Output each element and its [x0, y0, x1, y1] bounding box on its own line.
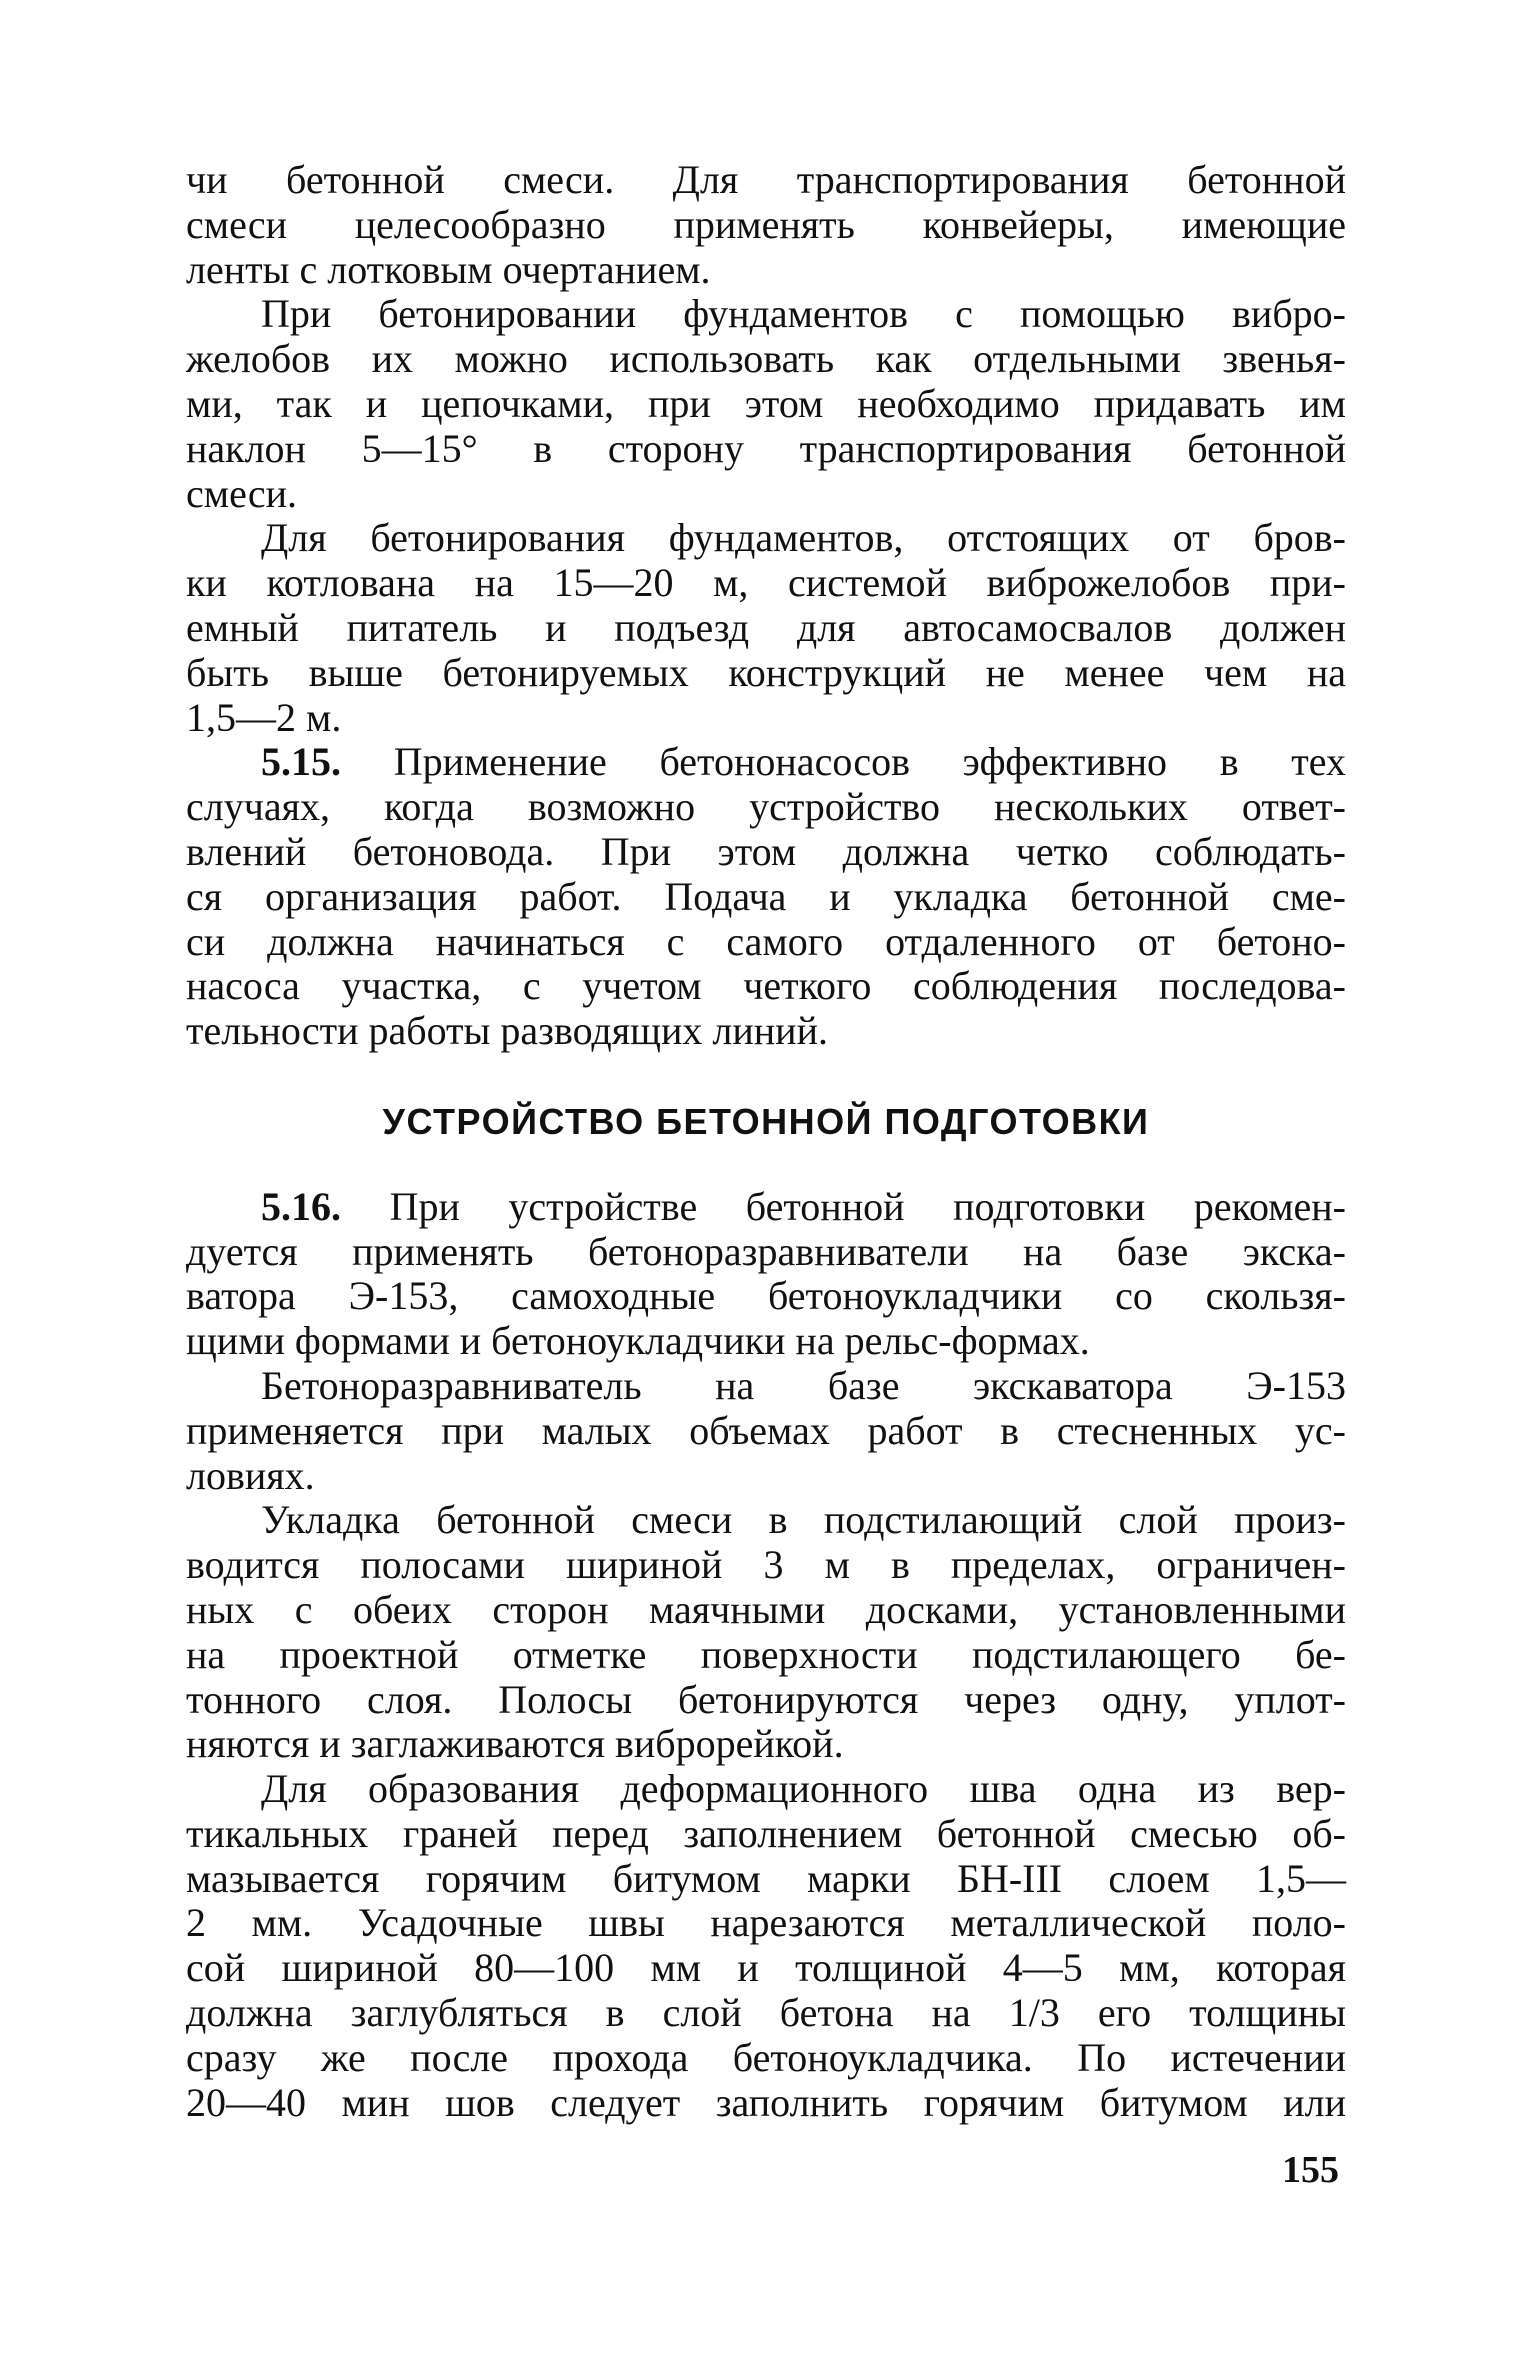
paragraph-6 [186, 1364, 1346, 1498]
text-line-rest: При устройстве бетонной подготовки рекомен- [341, 1183, 1346, 1229]
text-line: должна заглубляться в слой бетона на 1/3 его толщины [186, 1990, 1346, 2036]
paragraph-3 [186, 516, 1346, 740]
paragraph-8 [186, 1767, 1346, 2125]
paragraph-1 [186, 158, 1346, 292]
text-line: желобов их можно использовать как отдельными звенья- [186, 336, 1346, 382]
paragraph-7 [186, 1498, 1346, 1767]
paragraph-5-15 [186, 740, 1346, 1054]
text-line: дуется применять бетоноразравниватели на базе экска- [186, 1228, 1346, 1274]
text-line: сой шириной 80—100 мм и толщиной 4—5 мм, которая [186, 1945, 1346, 1991]
text-line: ных с обеих сторон маячными досками, установленными [186, 1586, 1346, 1632]
text-line: применяется при малых объемах работ в стесненных ус- [186, 1407, 1346, 1453]
text-line: ленты с лотковым очертанием. [186, 246, 711, 292]
text-line: 1,5—2 м. [186, 694, 342, 740]
section-heading: УСТРОЙСТВО БЕТОННОЙ ПОДГОТОВКИ [382, 1100, 1150, 1142]
text-line-rest: Применение бетононасосов эффективно в тех [341, 739, 1346, 785]
body-text [186, 158, 1346, 2125]
text-line: влений бетоновода. При этом должна четко соблюдать- [186, 828, 1346, 874]
text-line: смеси. [186, 470, 297, 516]
text-line: на проектной отметке поверхности подстилающего бе- [186, 1631, 1346, 1677]
text-line: наклон 5—15° в сторону транспортирования бетонной [186, 425, 1346, 471]
text-line: 2 мм. Усадочные швы нарезаются металлической поло- [186, 1900, 1346, 1946]
text-line: случаях, когда возможно устройство нескольких ответ- [186, 784, 1346, 830]
text-line: Бетоноразравниватель на базе экскаватора Э-153 [261, 1362, 1346, 1408]
text-line: тельности работы разводящих линий. [186, 1008, 828, 1054]
text-line [186, 740, 1346, 785]
text-line: няются и заглаживаются виброрейкой. [186, 1721, 844, 1767]
text-line: быть выше бетонируемых конструкций не менее чем на [186, 649, 1346, 695]
section-number: 5.15. [261, 739, 341, 785]
paragraph-2 [186, 292, 1346, 516]
text-line: сразу же после прохода бетоноукладчика. По истечении [186, 2034, 1346, 2080]
text-line: ловиях. [186, 1452, 315, 1498]
text-line: щими формами и бетоноукладчики на рельс-формах. [186, 1318, 1090, 1364]
text-line: Для бетонирования фундаментов, отстоящих от бров- [261, 515, 1346, 561]
text-line: тонного слоя. Полосы бетонируются через одну, уплот- [186, 1676, 1346, 1722]
text-line: насоса участка, с учетом четкого соблюдения последова- [186, 963, 1346, 1009]
text-line: си должна начинаться с самого отдаленного от бетоно- [186, 918, 1346, 964]
text-line: ки котлована на 15—20 м, системой виброжелобов при- [186, 560, 1346, 606]
page-number: 155 [1282, 2149, 1339, 2191]
text-line: емный питатель и подъезд для автосамосвалов должен [186, 604, 1346, 650]
text-line: Для образования деформационного шва одна из вер- [261, 1766, 1346, 1812]
text-line: чи бетонной смеси. Для транспортирования бетонной [186, 157, 1346, 202]
text-line: При бетонировании фундаментов с помощью вибро- [261, 291, 1346, 337]
text-line: 20—40 мин шов следует заполнить горячим битумом или [186, 2079, 1346, 2125]
text-line: ми, так и цепочками, при этом необходимо придавать им [186, 380, 1346, 426]
text-line: водится полосами шириной 3 м в пределах, ограничен- [186, 1542, 1346, 1588]
section-number: 5.16. [261, 1183, 341, 1229]
text-line: ся организация работ. Подача и укладка бетонной сме- [186, 873, 1346, 919]
text-line: смеси целесообразно применять конвейеры, имеющие [186, 201, 1346, 247]
text-line: тикальных граней перед заполнением бетонной смесью об- [186, 1810, 1346, 1856]
text-line [186, 1185, 1346, 1230]
text-line: ватора Э-153, самоходные бетоноукладчики со скользя- [186, 1273, 1346, 1319]
paragraph-5-16 [186, 1185, 1346, 1364]
text-line: Укладка бетонной смеси в подстилающий слой произ- [261, 1497, 1346, 1543]
text-line: мазывается горячим битумом марки БН-III слоем 1,5— [186, 1855, 1346, 1901]
